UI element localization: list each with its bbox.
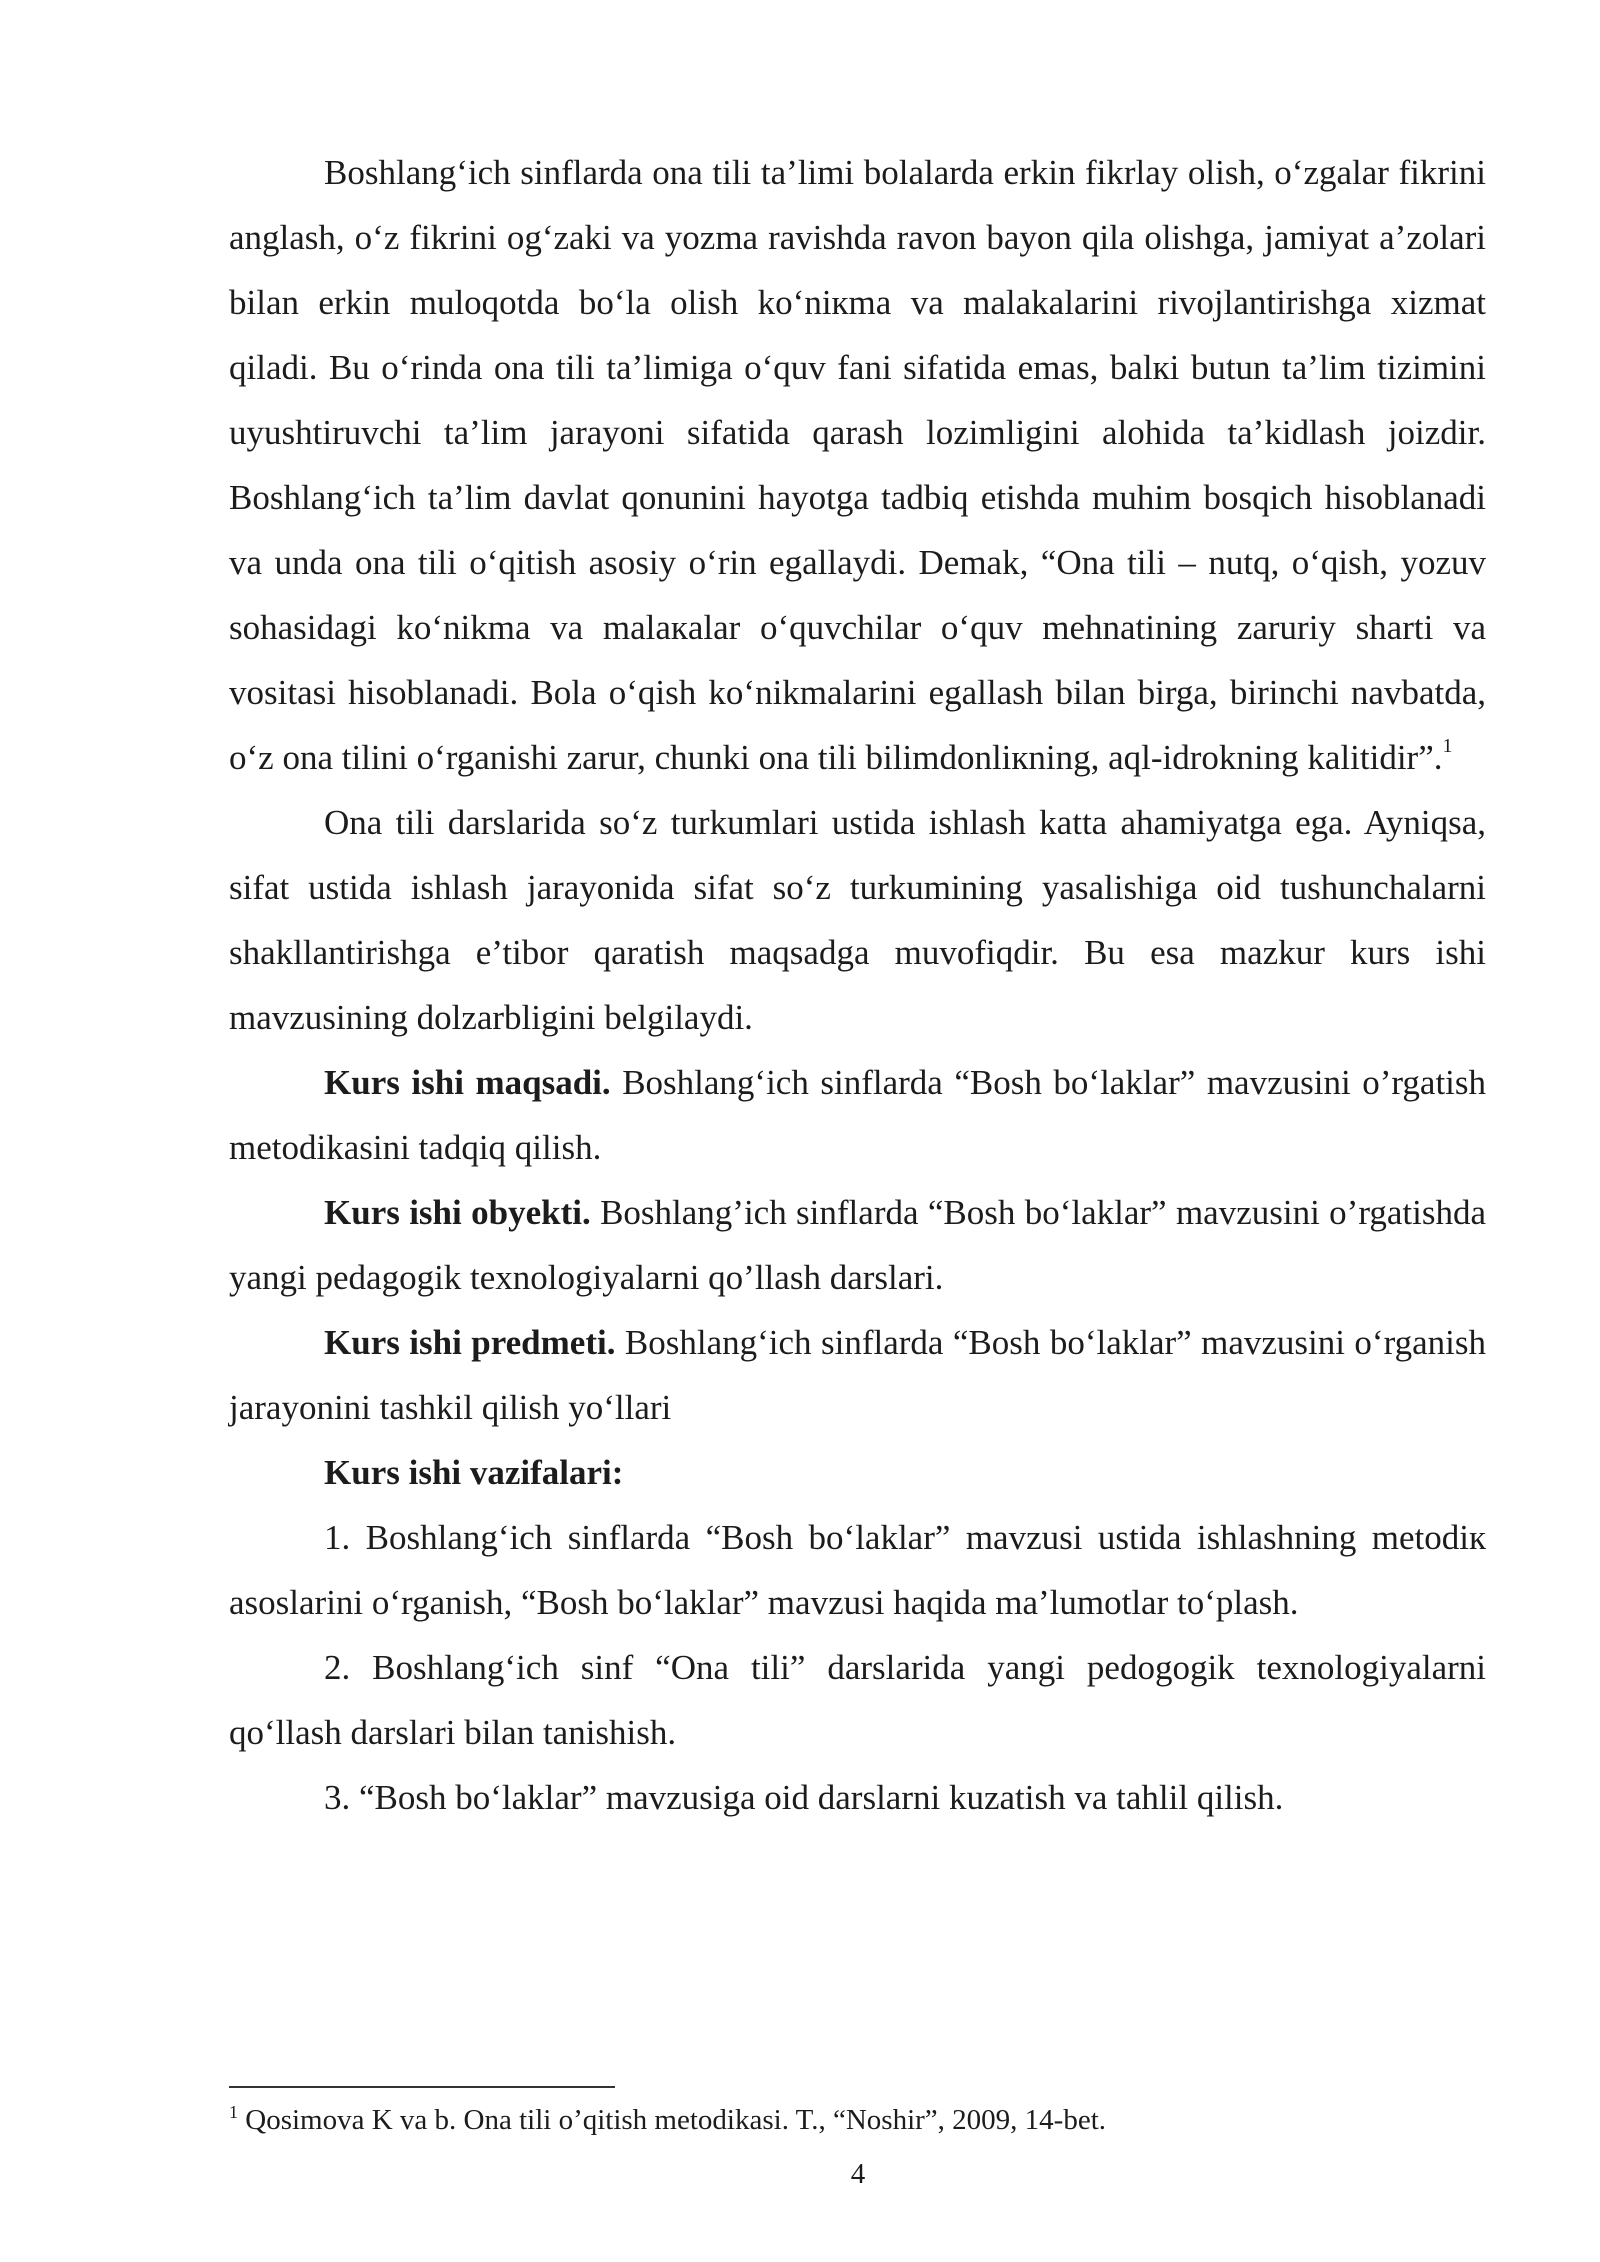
- task-item: 1. Boshlang‘ich sinflarda “Bosh bo‘laklar” mavzusi ustida ishlashning metodiк asoslarini o‘rganish, “Bosh bo‘laklar” mavzusi haqida ma’lumotlar to‘plash.: [229, 1518, 1486, 1622]
- subject-text: Boshlang‘ich sinflarda “Bosh bo‘laklar” mavzusini o‘rganish jarayonini tashkil qilish yo‘llari: [229, 1323, 1486, 1427]
- relevance-paragraph: Ona tili darslarida so‘z turkumlari ustida ishlash katta ahamiyatga ega. Ayniqsa, sifat ustida ishlash jarayonida sifat so‘z turkumining yasalishiga oid tushunchalarni shakllantirishga e’tibor qaratish maqsadga muvofiqdir. Bu esa mazkur kurs ishi mavzusining dolzarbligini belgilaydi.: [229, 803, 1486, 1037]
- tasks-heading-text: Kurs ishi vazifalari:: [324, 1453, 624, 1492]
- footnote: [229, 2100, 1486, 2140]
- task-item: 2. Boshlang‘ich sinf “Ona tili” darslarida yangi pedogogik texnologiyalarni qo‘llash darslari bilan tanishish.: [229, 1648, 1486, 1752]
- intro-paragraph: [229, 140, 1486, 790]
- goal-text: Boshlang‘ich sinflarda “Bosh bo‘laklar” mavzusini o’rgatish metodikasini tadqiq qilish.: [229, 1063, 1487, 1167]
- goal-label: Kurs ishi maqsadi.: [324, 1063, 611, 1102]
- footnote-text: Qosimova K va b. Ona tili o’qitish metodikasi. T., “Noshir”, 2009, 14-bet.: [245, 2104, 1107, 2136]
- tasks-heading: [229, 1440, 1486, 1505]
- subject-label: Kurs ishi predmeti.: [324, 1323, 616, 1362]
- footnote-separator: [229, 2086, 615, 2088]
- document-body: [229, 140, 1486, 1830]
- object-text: Boshlang’ich sinflarda “Bosh bo‘laklar” mavzusini o’rgatishda yangi pedagogik texnologiyalarni qo’llash darslari.: [229, 1193, 1486, 1297]
- goal-paragraph: [229, 1050, 1486, 1180]
- object-paragraph: [229, 1180, 1486, 1310]
- page-number: 4: [850, 2158, 866, 2190]
- subject-paragraph: [229, 1310, 1486, 1440]
- intro-text: Boshlang‘ich sinflarda ona tili ta’limi bolalarda erkin fikrlay olish, o‘zgalar fikrini anglash, o‘z fikrini og‘zaki va yozma ravishda ravon bayon qila olishga, jamiyat a’zolari bilan erkin muloqotda bo‘la olish ko‘nікma va malakalarini rivojlantirishga xizmat qiladi. Bu o‘rinda ona tili ta’limiga o‘quv fani sifatida emas, balкi butun ta’lim tizimini uyushtiruvchi ta’lim jarayoni sifatida qarash lozimligini alohida ta’kidlash joizdir. Boshlang‘ich ta’lim davlat qonunini hayotga tadbiq etishda muhim bosqich hisoblanadi va unda ona tili o‘qitish asosiy o‘rin egallaydi. Demak, “Ona tili – nutq, o‘qish, yozuv sohasidagi ko‘nikma va malaкalar o‘quvchilar o‘quv mehnatining zaruriy sharti va vositasi hisoblanadi. Bola o‘qish ko‘nikmalarini egallash bilan birga, birinchi navbatda, o‘z ona tilini o‘rganishi zarur, chunki ona tili bilimdonliкning, aql-idrokning kalitidir”.: [229, 153, 1486, 777]
- task-item: 3. “Bosh bo‘laklar” mavzusiga oid darslarni kuzatish va tahlil qilish.: [324, 1778, 1284, 1817]
- object-label: Kurs ishi obyekti.: [324, 1193, 591, 1232]
- footnote-reference: 1: [1442, 735, 1453, 757]
- footnote-marker: 1: [229, 2102, 238, 2123]
